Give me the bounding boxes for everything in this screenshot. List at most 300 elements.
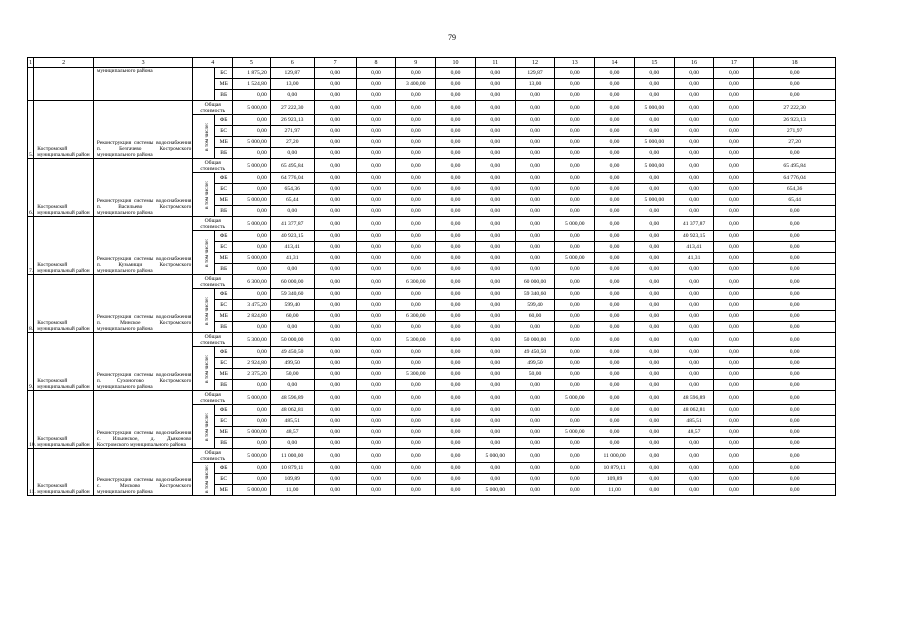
value-cell: 0,00	[314, 275, 356, 289]
value-cell: 0,00	[674, 438, 714, 449]
value-cell: 0,00	[436, 463, 476, 474]
project-name: Реконструкция системы водоснабжения п. Кузьмищи Костромского муниципального района	[93, 217, 192, 275]
value-cell: 0,00	[270, 148, 314, 159]
value-cell: 48 062,81	[674, 405, 714, 416]
value-cell: 0,00	[396, 195, 436, 206]
value-cell: 50 000,00	[515, 333, 555, 347]
incl-label	[193, 68, 215, 101]
value-cell: 41 377,87	[270, 217, 314, 231]
district-cell	[34, 68, 94, 101]
value-cell: 0,00	[396, 231, 436, 242]
value-cell: 0,00	[674, 358, 714, 369]
value-cell: 0,00	[396, 427, 436, 438]
value-cell: 0,00	[555, 137, 595, 148]
value-cell: 50,00	[515, 369, 555, 380]
value-cell: 0,00	[396, 148, 436, 159]
value-cell: 0,00	[634, 148, 674, 159]
value-cell: 26 923,13	[754, 115, 836, 126]
row-number: 7.	[28, 217, 34, 275]
value-cell: 0,00	[595, 242, 635, 253]
value-cell: 0,00	[270, 264, 314, 275]
value-cell: 0,00	[555, 369, 595, 380]
value-cell: 5 000,00	[475, 485, 515, 496]
value-cell: 0,00	[515, 173, 555, 184]
value-cell: 2 924,80	[233, 358, 271, 369]
value-cell: 0,00	[356, 358, 396, 369]
value-cell: 0,00	[475, 253, 515, 264]
value-cell: 0,00	[674, 485, 714, 496]
value-cell: 65 495,84	[754, 159, 836, 173]
value-cell: 64 776,04	[754, 173, 836, 184]
value-cell: 0,00	[595, 391, 635, 405]
value-cell: 5 000,00	[233, 217, 271, 231]
value-cell: 0,00	[674, 275, 714, 289]
value-cell: 0,00	[475, 474, 515, 485]
value-cell: 0,00	[396, 463, 436, 474]
value-cell: 0,00	[674, 115, 714, 126]
value-cell: 0,00	[754, 79, 836, 90]
total-label: Общая стоимость	[193, 159, 233, 173]
value-cell: 1 875,20	[233, 68, 271, 79]
value-cell: 0,00	[634, 333, 674, 347]
value-cell: 65,44	[270, 195, 314, 206]
incl-label	[193, 115, 215, 159]
value-cell: 0,00	[436, 322, 476, 333]
value-cell: 0,00	[515, 101, 555, 115]
value-cell: 0,00	[314, 485, 356, 496]
value-cell: 5 000,00	[634, 137, 674, 148]
value-cell: 0,00	[515, 206, 555, 217]
value-cell: 0,00	[356, 137, 396, 148]
value-cell: 0,00	[475, 126, 515, 137]
value-cell: 0,00	[555, 438, 595, 449]
project-name: Реконструкция системы водоснабжения п. Сухоногово Костромского муниципального района	[93, 333, 192, 391]
value-cell: 0,00	[436, 405, 476, 416]
value-cell: 0,00	[555, 463, 595, 474]
column-number: 6	[270, 58, 314, 68]
column-number: 1	[29, 59, 33, 66]
value-cell: 0,00	[555, 184, 595, 195]
value-cell: 0,00	[515, 253, 555, 264]
value-cell: 0,00	[314, 380, 356, 391]
value-cell: 0,00	[674, 449, 714, 463]
value-cell: 0,00	[436, 391, 476, 405]
value-cell: 0,00	[634, 206, 674, 217]
value-cell: 0,00	[595, 195, 635, 206]
value-cell: 0,00	[233, 115, 271, 126]
table-body	[28, 58, 836, 496]
value-cell: 5 000,00	[233, 449, 271, 463]
value-cell: 0,00	[714, 300, 754, 311]
value-cell: 26 923,13	[270, 115, 314, 126]
value-cell: 0,00	[754, 253, 836, 264]
value-cell: 0,00	[555, 90, 595, 101]
value-cell: 0,00	[233, 184, 271, 195]
value-cell: 0,00	[595, 68, 635, 79]
total-label: Общая стоимость	[193, 449, 233, 463]
value-cell: 0,00	[714, 115, 754, 126]
value-cell: 0,00	[714, 79, 754, 90]
value-cell: 0,00	[356, 195, 396, 206]
value-cell: 0,00	[555, 68, 595, 79]
value-cell: 0,00	[233, 206, 271, 217]
value-cell: 0,00	[634, 416, 674, 427]
value-cell: 0,00	[314, 333, 356, 347]
value-cell: 0,00	[475, 159, 515, 173]
value-cell: 0,00	[634, 380, 674, 391]
value-cell: 0,00	[356, 311, 396, 322]
finance-source: МБ	[215, 369, 233, 380]
value-cell: 0,00	[356, 322, 396, 333]
value-cell: 0,00	[595, 311, 635, 322]
value-cell: 5 000,00	[555, 391, 595, 405]
value-cell: 0,00	[314, 474, 356, 485]
finance-source: МБ	[215, 79, 233, 90]
value-cell: 0,00	[436, 289, 476, 300]
finance-source: ФБ	[215, 231, 233, 242]
value-cell: 0,00	[754, 463, 836, 474]
finance-source: ВБ	[215, 206, 233, 217]
project-name: Реконструкция системы водоснабжения п. Минское Костромского муниципального района	[93, 275, 192, 333]
value-cell: 0,00	[634, 90, 674, 101]
value-cell: 0,00	[595, 322, 635, 333]
value-cell: 0,00	[475, 380, 515, 391]
value-cell: 0,00	[475, 115, 515, 126]
value-cell: 0,00	[674, 347, 714, 358]
value-cell: 0,00	[475, 427, 515, 438]
value-cell: 0,00	[555, 405, 595, 416]
district-cell: Костромской муниципальный район	[34, 333, 94, 391]
value-cell: 2 375,20	[233, 369, 271, 380]
value-cell: 0,00	[436, 115, 476, 126]
value-cell: 0,00	[595, 438, 635, 449]
value-cell: 0,00	[555, 195, 595, 206]
value-cell: 0,00	[595, 264, 635, 275]
value-cell: 0,00	[714, 380, 754, 391]
value-cell: 0,00	[475, 322, 515, 333]
value-cell: 413,41	[270, 242, 314, 253]
value-cell: 27,20	[270, 137, 314, 148]
value-cell: 5 000,00	[233, 137, 271, 148]
value-cell: 0,00	[436, 380, 476, 391]
value-cell: 0,00	[396, 380, 436, 391]
value-cell: 0,00	[754, 358, 836, 369]
incl-label-text: в том числе:	[204, 354, 211, 383]
value-cell: 0,00	[555, 333, 595, 347]
value-cell: 0,00	[595, 289, 635, 300]
value-cell: 0,00	[515, 463, 555, 474]
value-cell: 0,00	[356, 217, 396, 231]
value-cell: 0,00	[475, 68, 515, 79]
value-cell: 0,00	[634, 311, 674, 322]
total-row	[28, 391, 836, 405]
finance-source: ФБ	[215, 463, 233, 474]
value-cell: 0,00	[436, 474, 476, 485]
value-cell: 0,00	[314, 391, 356, 405]
total-row	[28, 217, 836, 231]
value-cell: 0,00	[634, 463, 674, 474]
value-cell: 13,00	[270, 79, 314, 90]
value-cell: 50 000,00	[270, 333, 314, 347]
value-cell: 0,00	[436, 137, 476, 148]
value-cell: 0,00	[714, 289, 754, 300]
value-cell: 0,00	[714, 206, 754, 217]
value-cell: 0,00	[314, 242, 356, 253]
value-cell: 0,00	[754, 311, 836, 322]
value-cell: 0,00	[555, 485, 595, 496]
project-name: Реконструкция системы водоснабжения с. Ильинское, д. Дьяконово Костромского муниципального района	[93, 391, 192, 449]
value-cell: 0,00	[396, 416, 436, 427]
value-cell: 0,00	[634, 391, 674, 405]
value-cell: 0,00	[515, 115, 555, 126]
value-cell: 49 450,50	[270, 347, 314, 358]
incl-label	[193, 405, 215, 449]
value-cell: 0,00	[595, 358, 635, 369]
value-cell: 0,00	[555, 126, 595, 137]
value-cell: 0,00	[634, 184, 674, 195]
value-cell: 0,00	[674, 79, 714, 90]
value-cell: 0,00	[714, 253, 754, 264]
value-cell: 0,00	[233, 148, 271, 159]
value-cell: 11,00	[595, 485, 635, 496]
value-cell: 0,00	[714, 101, 754, 115]
value-cell: 0,00	[396, 101, 436, 115]
value-cell: 0,00	[674, 184, 714, 195]
value-cell: 0,00	[233, 463, 271, 474]
value-cell: 0,00	[515, 184, 555, 195]
value-cell: 0,00	[436, 311, 476, 322]
value-cell: 0,00	[233, 474, 271, 485]
value-cell: 0,00	[714, 159, 754, 173]
value-cell: 0,00	[396, 300, 436, 311]
value-cell: 0,00	[436, 173, 476, 184]
value-cell: 0,00	[436, 264, 476, 275]
value-cell: 0,00	[754, 391, 836, 405]
finance-source: БС	[215, 358, 233, 369]
value-cell: 0,00	[634, 369, 674, 380]
value-cell: 0,00	[436, 148, 476, 159]
value-cell: 0,00	[475, 463, 515, 474]
value-cell: 0,00	[356, 242, 396, 253]
column-number: 15	[634, 58, 674, 68]
value-cell: 0,00	[475, 333, 515, 347]
finance-source: ВБ	[215, 380, 233, 391]
value-cell: 0,00	[754, 322, 836, 333]
value-cell: 0,00	[674, 90, 714, 101]
value-cell: 0,00	[396, 264, 436, 275]
value-cell: 0,00	[314, 347, 356, 358]
value-cell: 0,00	[475, 231, 515, 242]
value-cell: 0,00	[396, 159, 436, 173]
value-cell: 0,00	[396, 438, 436, 449]
value-cell: 0,00	[436, 438, 476, 449]
column-number: 12	[515, 58, 555, 68]
value-cell: 0,00	[555, 358, 595, 369]
value-cell: 0,00	[555, 311, 595, 322]
value-cell: 0,00	[436, 101, 476, 115]
value-cell: 0,00	[475, 137, 515, 148]
value-cell: 60,00	[515, 311, 555, 322]
value-cell: 0,00	[555, 449, 595, 463]
value-cell: 0,00	[396, 391, 436, 405]
value-cell: 0,00	[436, 90, 476, 101]
table-row	[28, 68, 836, 79]
value-cell: 0,00	[754, 438, 836, 449]
header-row	[28, 58, 836, 68]
value-cell: 0,00	[595, 126, 635, 137]
column-number: 17	[714, 58, 754, 68]
finance-source: МБ	[215, 485, 233, 496]
value-cell: 0,00	[396, 217, 436, 231]
value-cell: 0,00	[595, 137, 635, 148]
value-cell: 499,50	[515, 358, 555, 369]
value-cell: 0,00	[714, 264, 754, 275]
value-cell: 0,00	[436, 231, 476, 242]
value-cell: 0,00	[356, 449, 396, 463]
value-cell: 0,00	[515, 391, 555, 405]
value-cell: 0,00	[233, 231, 271, 242]
finance-source: БС	[215, 242, 233, 253]
finance-source: ФБ	[215, 347, 233, 358]
value-cell: 0,00	[634, 79, 674, 90]
value-cell: 0,00	[314, 449, 356, 463]
value-cell: 48 596,89	[270, 391, 314, 405]
value-cell: 0,00	[515, 137, 555, 148]
value-cell: 499,50	[270, 358, 314, 369]
value-cell: 0,00	[634, 68, 674, 79]
value-cell: 0,00	[714, 217, 754, 231]
value-cell: 0,00	[634, 449, 674, 463]
value-cell: 0,00	[475, 438, 515, 449]
value-cell: 60 000,00	[270, 275, 314, 289]
value-cell: 0,00	[356, 90, 396, 101]
total-row	[28, 449, 836, 463]
value-cell: 0,00	[595, 427, 635, 438]
value-cell: 0,00	[314, 195, 356, 206]
value-cell: 0,00	[314, 184, 356, 195]
value-cell: 60 000,00	[515, 275, 555, 289]
value-cell: 0,00	[595, 380, 635, 391]
value-cell: 0,00	[714, 231, 754, 242]
value-cell: 0,00	[754, 347, 836, 358]
value-cell: 0,00	[714, 438, 754, 449]
value-cell: 0,00	[515, 449, 555, 463]
value-cell: 0,00	[555, 206, 595, 217]
value-cell: 64 776,04	[270, 173, 314, 184]
value-cell: 65,44	[754, 195, 836, 206]
value-cell: 0,00	[634, 289, 674, 300]
value-cell: 0,00	[714, 358, 754, 369]
value-cell: 0,00	[634, 347, 674, 358]
value-cell: 5 300,00	[396, 369, 436, 380]
value-cell: 0,00	[555, 115, 595, 126]
value-cell: 5 300,00	[396, 333, 436, 347]
finance-source: ВБ	[215, 90, 233, 101]
value-cell: 0,00	[555, 322, 595, 333]
value-cell: 0,00	[714, 148, 754, 159]
value-cell: 5 000,00	[555, 427, 595, 438]
value-cell: 0,00	[233, 438, 271, 449]
value-cell: 0,00	[754, 242, 836, 253]
value-cell: 0,00	[314, 264, 356, 275]
value-cell: 0,00	[674, 289, 714, 300]
value-cell: 654,36	[270, 184, 314, 195]
value-cell: 0,00	[595, 369, 635, 380]
value-cell: 0,00	[714, 463, 754, 474]
value-cell: 5 000,00	[634, 159, 674, 173]
value-cell: 0,00	[714, 427, 754, 438]
value-cell: 5 000,00	[233, 391, 271, 405]
value-cell: 0,00	[396, 485, 436, 496]
value-cell: 0,00	[595, 90, 635, 101]
value-cell: 0,00	[595, 253, 635, 264]
value-cell: 0,00	[674, 369, 714, 380]
value-cell: 0,00	[314, 311, 356, 322]
value-cell: 0,00	[515, 217, 555, 231]
value-cell: 0,00	[555, 79, 595, 90]
value-cell: 27 222,30	[754, 101, 836, 115]
value-cell: 0,00	[314, 206, 356, 217]
value-cell: 0,00	[714, 184, 754, 195]
value-cell: 0,00	[674, 195, 714, 206]
column-number: 7	[314, 58, 356, 68]
value-cell: 0,00	[595, 206, 635, 217]
value-cell: 0,00	[674, 206, 714, 217]
value-cell: 3 475,20	[233, 300, 271, 311]
value-cell: 0,00	[754, 427, 836, 438]
incl-label-text: в том числе:	[204, 296, 211, 325]
value-cell: 0,00	[634, 300, 674, 311]
value-cell: 0,00	[475, 79, 515, 90]
value-cell: 0,00	[555, 173, 595, 184]
value-cell: 0,00	[754, 148, 836, 159]
column-number: 8	[356, 58, 396, 68]
value-cell: 0,00	[555, 264, 595, 275]
value-cell: 0,00	[754, 264, 836, 275]
value-cell: 0,00	[714, 137, 754, 148]
value-cell: 0,00	[356, 115, 396, 126]
value-cell: 0,00	[314, 90, 356, 101]
value-cell: 0,00	[436, 126, 476, 137]
value-cell: 0,00	[555, 159, 595, 173]
value-cell: 0,00	[515, 231, 555, 242]
value-cell: 0,00	[356, 253, 396, 264]
value-cell: 48,57	[270, 427, 314, 438]
value-cell: 0,00	[356, 126, 396, 137]
value-cell: 0,00	[270, 380, 314, 391]
value-cell: 0,00	[356, 68, 396, 79]
value-cell: 40 923,15	[674, 231, 714, 242]
value-cell: 485,51	[270, 416, 314, 427]
total-label: Общая стоимость	[193, 217, 233, 231]
value-cell: 0,00	[356, 463, 396, 474]
value-cell: 0,00	[515, 264, 555, 275]
value-cell: 10 879,11	[270, 463, 314, 474]
value-cell: 0,00	[475, 347, 515, 358]
value-cell: 60,00	[270, 311, 314, 322]
value-cell: 0,00	[515, 148, 555, 159]
value-cell: 0,00	[634, 173, 674, 184]
value-cell: 0,00	[714, 449, 754, 463]
finance-source: БС	[215, 68, 233, 79]
value-cell: 0,00	[754, 474, 836, 485]
incl-label	[193, 231, 215, 275]
value-cell: 0,00	[634, 405, 674, 416]
value-cell: 0,00	[356, 485, 396, 496]
value-cell: 0,00	[356, 380, 396, 391]
value-cell: 0,00	[674, 101, 714, 115]
finance-source: БС	[215, 474, 233, 485]
